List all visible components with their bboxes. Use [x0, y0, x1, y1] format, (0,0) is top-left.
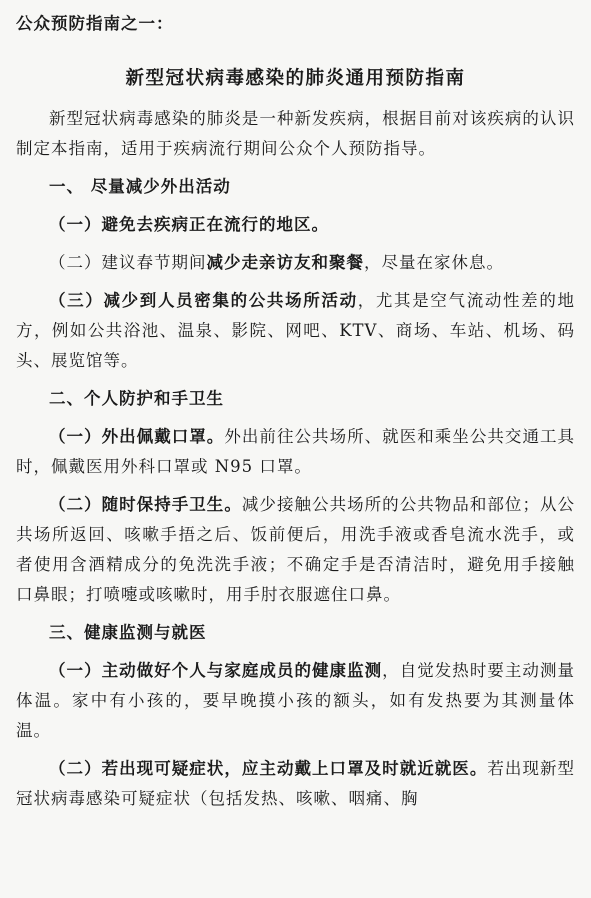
section-1-item-1-bold: （一）避免去疾病正在流行的地区。: [49, 215, 329, 234]
header-tag: 公众预防指南之一：: [16, 14, 174, 33]
section-1-item-1: [16, 210, 575, 248]
document-title: 新型冠状病毒感染的肺炎通用预防指南: [125, 68, 466, 89]
section-1-item-3: [16, 286, 575, 384]
section-1-item-2: [16, 248, 575, 286]
section-1-item-2-pre: （二）建议春节期间: [49, 253, 207, 272]
section-1-item-3-post: ，尤其是空气流动性差的地方，例如公共浴池、温泉、影院、网吧、KTV、商场、车站、机场、码头、展览馆等。: [16, 291, 576, 370]
section-1-item-2-bold: 减少走亲访友和聚餐: [206, 253, 364, 272]
intro-paragraph: 新型冠状病毒感染的肺炎是一种新发疾病，根据目前对该疾病的认识制定本指南，适用于疾病流行期间公众个人预防指导。: [16, 109, 575, 158]
section-3-item-1-post: ，自觉发热时要主动测量体温。家中有小孩的，要早晚摸小孩的额头，如有发热要为其测量体温。: [16, 661, 576, 740]
section-3-item-2: [16, 754, 575, 822]
section-2-item-1: [16, 422, 575, 490]
section-2-item-2: [16, 490, 575, 618]
section-3-item-1-bold: （一）主动做好个人与家庭成员的健康监测: [49, 661, 383, 680]
section-2-item-1-bold: （一）外出佩戴口罩。: [49, 427, 225, 446]
section-3-item-2-bold: （二）若出现可疑症状，应主动戴上口罩及时就近就医。: [49, 759, 488, 778]
section-2-item-2-bold: （二）随时保持手卫生。: [49, 495, 242, 514]
section-3-item-2-post: 若出现新型冠状病毒感染可疑症状（包括发热、咳嗽、咽痛、胸: [16, 759, 576, 808]
section-2-heading: 二、个人防护和手卫生: [49, 389, 224, 408]
section-2-item-2-post: 减少接触公共场所的公共物品和部位；从公共场所返回、咳嗽手捂之后、饭前便后，用洗手液或香皂流水洗手，或者使用含酒精成分的免洗洗手液；不确定手是否清洁时，避免用手接触口鼻眼；打喷嚏或咳嗽时，用手肘衣服遮住口鼻。: [16, 495, 576, 604]
section-1-heading: 一、 尽量减少外出活动: [49, 177, 231, 196]
section-1-item-2-post: ，尽量在家休息。: [364, 253, 504, 272]
section-3-item-1: [16, 656, 575, 754]
section-2-item-1-post: 外出前往公共场所、就医和乘坐公共交通工具时，佩戴医用外科口罩或 N95 口罩。: [16, 427, 576, 476]
section-1-item-3-bold: （三）减少到人员密集的公共场所活动: [49, 291, 358, 310]
section-3-heading: 三、健康监测与就医: [49, 623, 207, 642]
